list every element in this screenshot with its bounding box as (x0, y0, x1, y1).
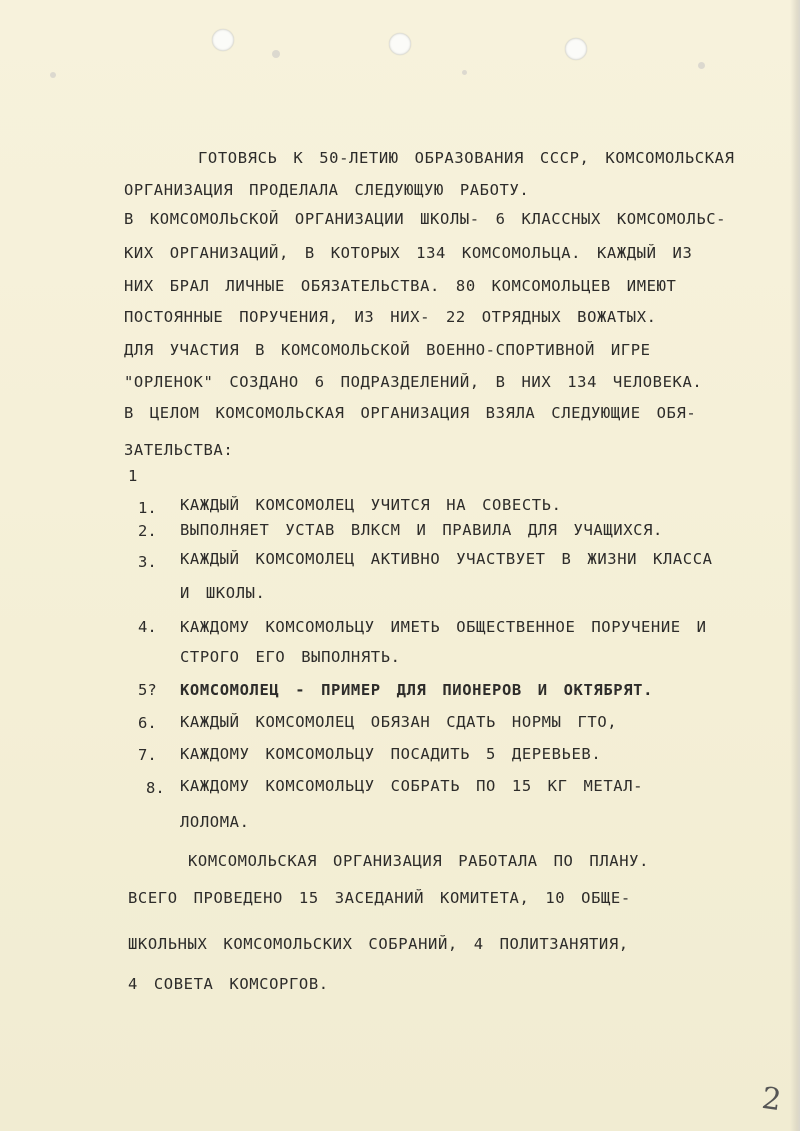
item-number: 4. (138, 618, 157, 636)
paper-speck (462, 70, 467, 75)
text-line: ШКОЛЬНЫХ КОМСОМОЛЬСКИХ СОБРАНИЙ, 4 ПОЛИТЗАНЯТИЯ, (128, 935, 629, 953)
paper-speck (50, 72, 56, 78)
item-number: 7. (138, 746, 157, 764)
list-item: КАЖДЫЙ КОМСОМОЛЕЦ АКТИВНО УЧАСТВУЕТ В ЖИЗНИ КЛАССА (180, 550, 713, 568)
text-line: В КОМСОМОЛЬСКОЙ ОРГАНИЗАЦИИ ШКОЛЫ- 6 КЛАССНЫХ КОМСОМОЛЬС- (124, 210, 727, 228)
text-line: 4 СОВЕТА КОМСОРГОВ. (128, 975, 329, 993)
text-line: ЗАТЕЛЬСТВА: (124, 441, 234, 459)
paper-speck (272, 50, 280, 58)
text-line: ГОТОВЯСЬ К 50-ЛЕТИЮ ОБРАЗОВАНИЯ СССР, КОМСОМОЛЬСКАЯ (198, 149, 735, 167)
list-item: КАЖДОМУ КОМСОМОЛЬЦУ ИМЕТЬ ОБЩЕСТВЕННОЕ ПОРУЧЕНИЕ И (180, 618, 707, 636)
item-number: 3. (138, 553, 157, 571)
text-line: ОРГАНИЗАЦИЯ ПРОДЕЛАЛА СЛЕДУЮЩУЮ РАБОТУ. (124, 181, 530, 199)
text-line: 1 (128, 467, 138, 485)
list-item: СТРОГО ЕГО ВЫПОЛНЯТЬ. (180, 648, 401, 666)
text-line: КИХ ОРГАНИЗАЦИЙ, В КОТОРЫХ 134 КОМСОМОЛЬЦА. КАЖДЫЙ ИЗ (124, 244, 693, 262)
text-line: КОМСОМОЛЬСКАЯ ОРГАНИЗАЦИЯ РАБОТАЛА ПО ПЛАНУ. (188, 852, 649, 870)
list-item: ЛОЛОМА. (180, 813, 250, 831)
list-item: КАЖДОМУ КОМСОМОЛЬЦУ ПОСАДИТЬ 5 ДЕРЕВЬЕВ. (180, 745, 602, 763)
text-line: ВСЕГО ПРОВЕДЕНО 15 ЗАСЕДАНИЙ КОМИТЕТА, 10 ОБЩЕ- (128, 889, 631, 907)
punch-hole (212, 29, 234, 51)
item-number: 1. (138, 499, 157, 517)
paper-speck (698, 62, 705, 69)
punch-hole (389, 33, 411, 55)
list-item: КАЖДЫЙ КОМСОМОЛЕЦ ОБЯЗАН СДАТЬ НОРМЫ ГТО, (180, 713, 618, 731)
list-item: И ШКОЛЫ. (180, 584, 266, 602)
page-number: 2 (759, 1080, 784, 1119)
item-number: 2. (138, 522, 157, 540)
list-item: КОМСОМОЛЕЦ - ПРИМЕР ДЛЯ ПИОНЕРОВ И ОКТЯБРЯТ. (180, 681, 653, 699)
punch-hole (565, 38, 587, 60)
text-line: В ЦЕЛОМ КОМСОМОЛЬСКАЯ ОРГАНИЗАЦИЯ ВЗЯЛА СЛЕДУЮЩИЕ ОБЯ- (124, 404, 697, 422)
list-item: ВЫПОЛНЯЕТ УСТАВ ВЛКСМ И ПРАВИЛА ДЛЯ УЧАЩИХСЯ. (180, 521, 663, 539)
text-line: НИХ БРАЛ ЛИЧНЫЕ ОБЯЗАТЕЛЬСТВА. 80 КОМСОМОЛЬЦЕВ ИМЕЮТ (124, 277, 677, 295)
item-number: 8. (146, 779, 165, 797)
item-number: 5? (138, 681, 157, 699)
page-edge-shadow (790, 0, 800, 1131)
list-item: КАЖДОМУ КОМСОМОЛЬЦУ СОБРАТЬ ПО 15 КГ МЕТАЛ- (180, 777, 644, 795)
text-line: "ОРЛЕНОК" СОЗДАНО 6 ПОДРАЗДЕЛЕНИЙ, В НИХ 134 ЧЕЛОВЕКА. (124, 373, 703, 391)
text-line: ПОСТОЯННЫЕ ПОРУЧЕНИЯ, ИЗ НИХ- 22 ОТРЯДНЫХ ВОЖАТЫХ. (124, 308, 657, 326)
text-line: ДЛЯ УЧАСТИЯ В КОМСОМОЛЬСКОЙ ВОЕННО-СПОРТИВНОЙ ИГРЕ (124, 341, 651, 359)
list-item: КАЖДЫЙ КОМСОМОЛЕЦ УЧИТСЯ НА СОВЕСТЬ. (180, 496, 562, 514)
item-number: 6. (138, 714, 157, 732)
